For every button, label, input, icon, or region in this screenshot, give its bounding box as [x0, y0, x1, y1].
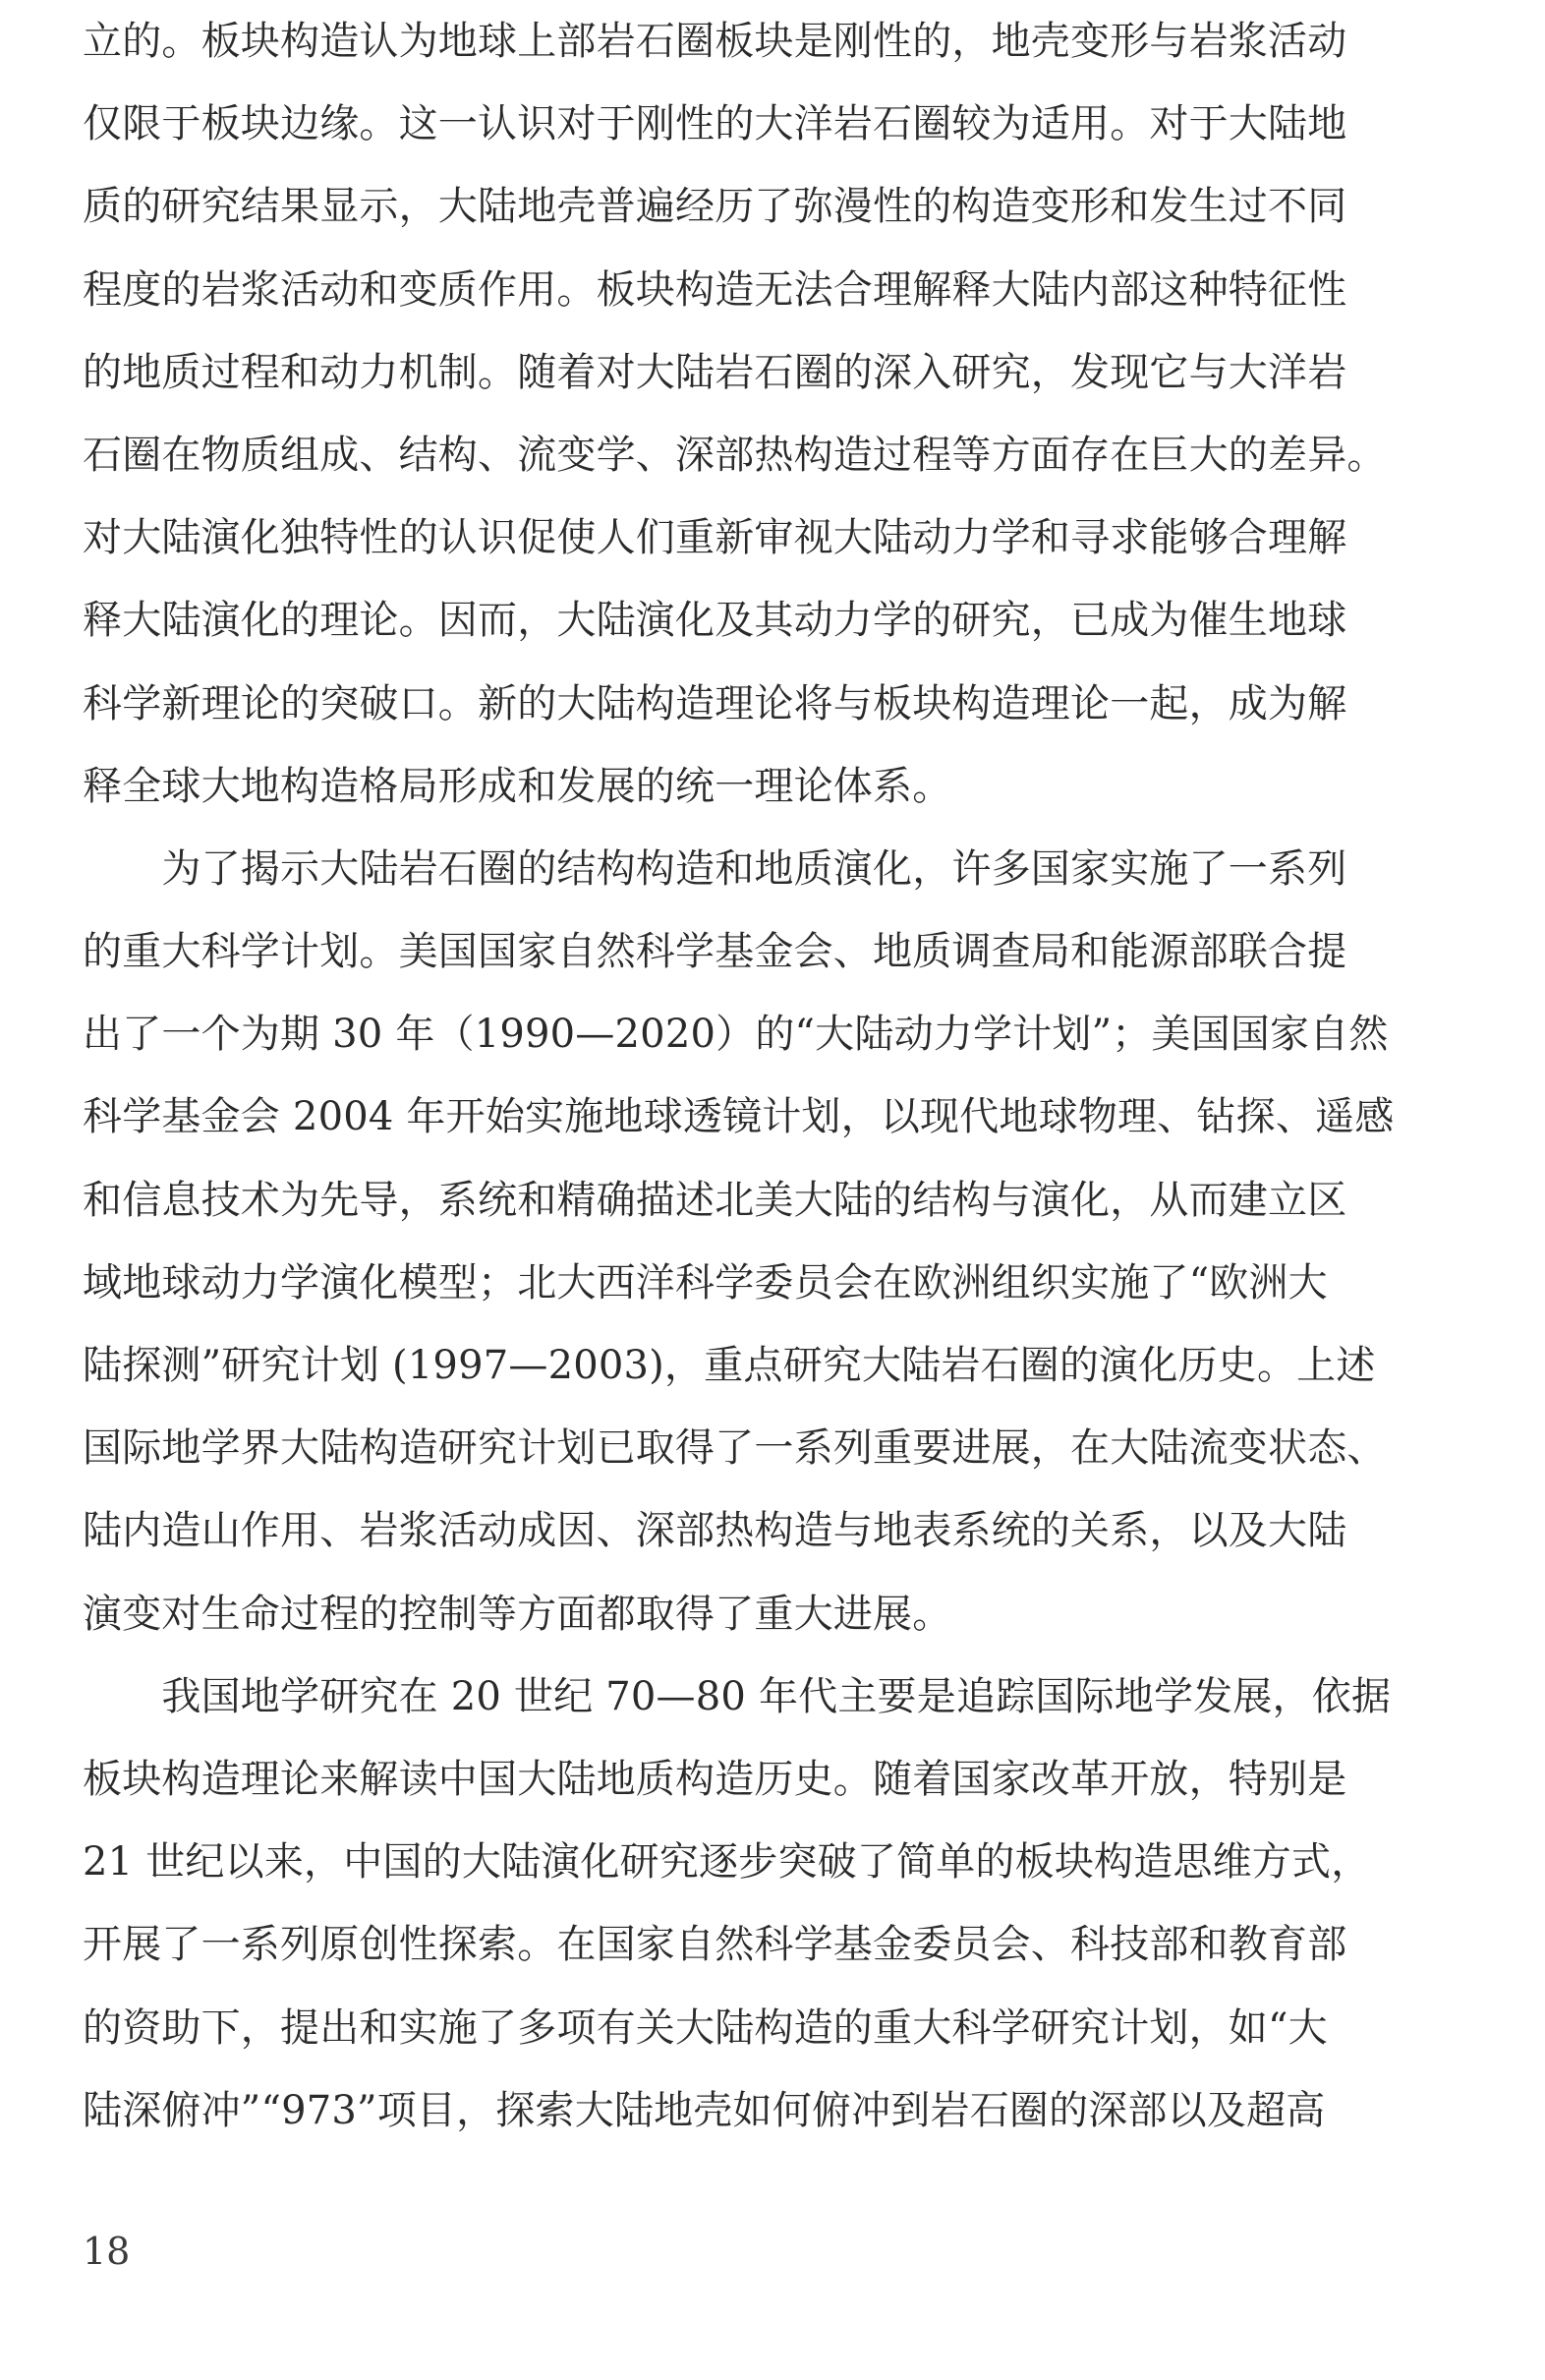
text-line-26: 陆深俯冲”“973”项目，探索大陆地壳如何俯冲到岩石圈的深部以及超高 — [83, 2087, 1326, 2133]
text-line-10: 释全球大地构造格局形成和发展的统一理论体系。 — [83, 763, 952, 809]
text-line-2: 仅限于板块边缘。这一认识对于刚性的大洋岩石圈较为适用。对于大陆地 — [83, 101, 1347, 147]
text-line-12: 的重大科学计划。美国国家自然科学基金会、地质调查局和能源部联合提 — [83, 929, 1347, 975]
text-line-4: 程度的岩浆活动和变质作用。板块构造无法合理解释大陆内部这种特征性 — [83, 266, 1347, 313]
text-line-11: 为了揭示大陆岩石圈的结构构造和地质演化，许多国家实施了一系列 — [83, 845, 1347, 892]
text-line-17: 陆探测”研究计划 (1997—2003)，重点研究大陆岩石圈的演化历史。上述 — [83, 1343, 1376, 1388]
text-line-1: 立的。板块构造认为地球上部岩石圈板块是刚性的，地壳变形与岩浆活动 — [83, 19, 1347, 64]
text-line-19: 陆内造山作用、岩浆活动成因、深部热构造与地表系统的关系，以及大陆 — [83, 1508, 1347, 1554]
text-line-20: 演变对生命过程的控制等方面都取得了重大进展。 — [83, 1591, 952, 1637]
text-line-7: 对大陆演化独特性的认识促使人们重新审视大陆动力学和寻求能够合理解 — [83, 515, 1347, 561]
text-line-21: 我国地学研究在 20 世纪 70—80 年代主要是追踪国际地学发展，依据 — [83, 1673, 1392, 1719]
text-line-14: 科学基金会 2004 年开始实施地球透镜计划，以现代地球物理、钻探、遥感 — [83, 1094, 1395, 1140]
text-line-9: 科学新理论的突破口。新的大陆构造理论将与板块构造理论一起，成为解 — [83, 680, 1347, 726]
text-line-6: 石圈在物质组成、结构、流变学、深部热构造过程等方面存在巨大的差异。 — [83, 432, 1387, 478]
text-line-13: 出了一个为期 30 年（1990—2020）的“大陆动力学计划”；美国国家自然 — [83, 1012, 1389, 1058]
text-line-3: 质的研究结果显示，大陆地壳普遍经历了弥漫性的构造变形和发生过不同 — [83, 184, 1347, 230]
text-line-24: 开展了一系列原创性探索。在国家自然科学基金委员会、科技部和教育部 — [83, 1922, 1347, 1968]
text-line-16: 域地球动力学演化模型；北大西洋科学委员会在欧洲组织实施了“欧洲大 — [83, 1259, 1328, 1306]
text-line-22: 板块构造理论来解读中国大陆地质构造历史。随着国家改革开放，特别是 — [83, 1756, 1347, 1802]
text-line-5: 的地质过程和动力机制。随着对大陆岩石圈的深入研究，发现它与大洋岩 — [83, 349, 1347, 395]
text-line-23: 21 世纪以来，中国的大陆演化研究逐步突破了简单的板块构造思维方式， — [83, 1839, 1371, 1886]
text-line-25: 的资助下，提出和实施了多项有关大陆构造的重大科学研究计划，如“大 — [83, 2004, 1328, 2051]
page-number: 18 — [83, 2230, 131, 2273]
body-text — [83, 0, 1470, 2152]
text-line-15: 和信息技术为先导，系统和精确描述北美大陆的结构与演化，从而建立区 — [83, 1177, 1347, 1223]
text-line-8: 释大陆演化的理论。因而，大陆演化及其动力学的研究，已成为催生地球 — [83, 598, 1347, 644]
text-line-18: 国际地学界大陆构造研究计划已取得了一系列重要进展，在大陆流变状态、 — [83, 1425, 1387, 1472]
